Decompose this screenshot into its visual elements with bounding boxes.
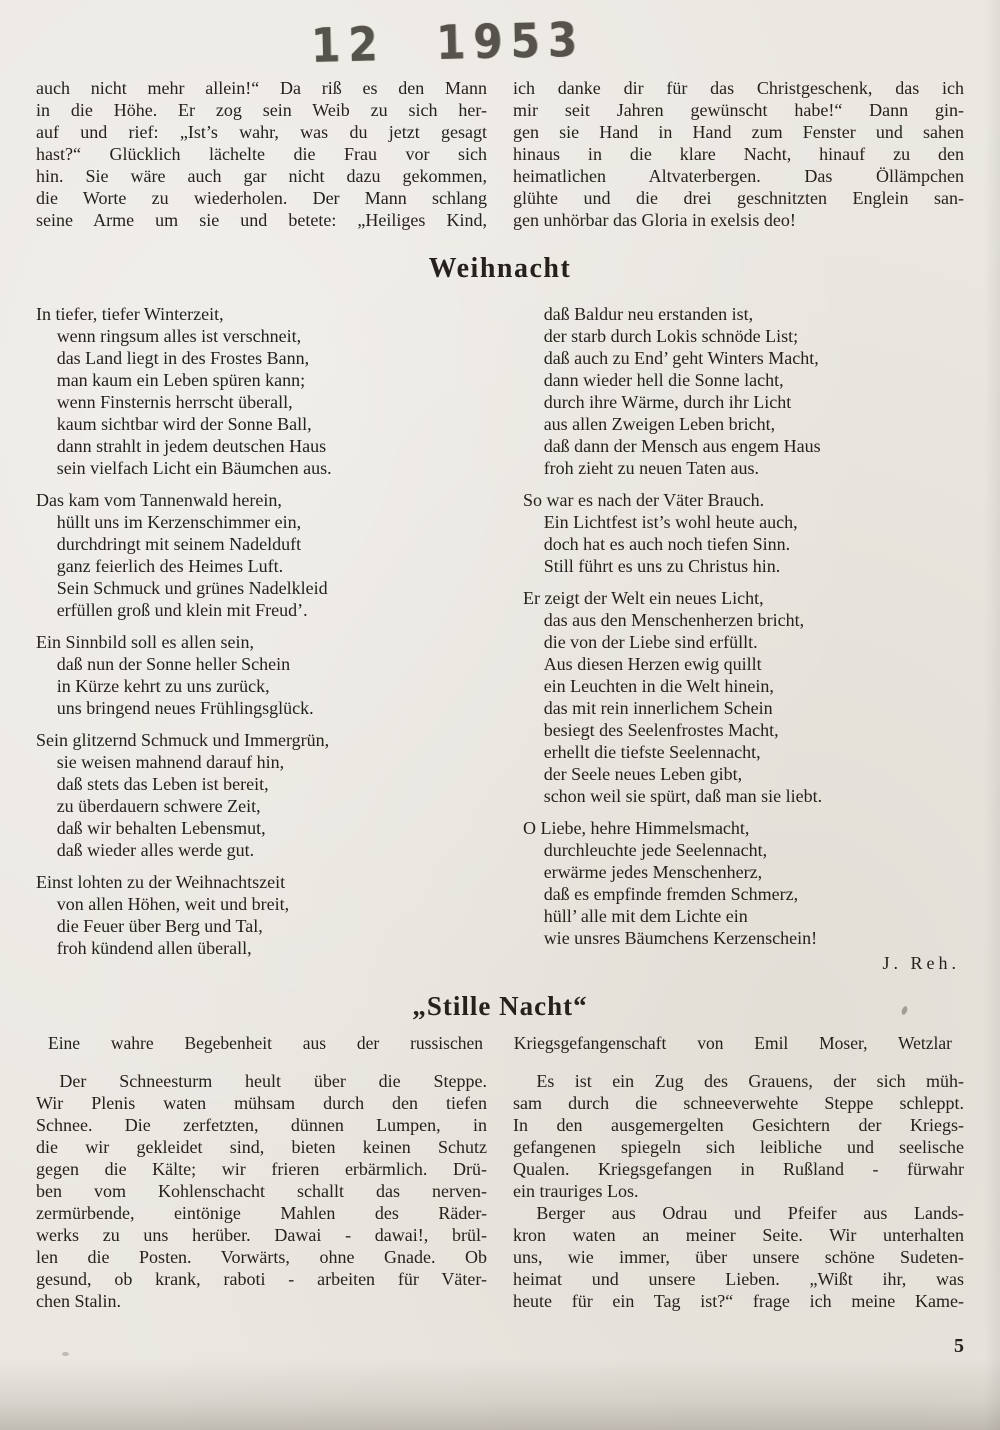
verse-line: die von der Liebe sind erfüllt. (543, 632, 758, 652)
verse-line: daß auch zu End’ geht Winters Macht, (543, 348, 819, 368)
verse-line: doch hat es auch noch tiefen Sinn. (543, 534, 791, 554)
verse-line: daß es empfinde fremden Schmerz, (543, 884, 799, 904)
verse-line: daß Baldur neu erstanden ist, (543, 304, 754, 324)
text-line: len die Posten. Vorwärts, ohne Gnade. Ob (36, 1247, 487, 1267)
verse-line: daß wir behalten Lebensmut, (56, 818, 266, 838)
verse-line: besiegt des Seelenfrostes Macht, (543, 720, 779, 740)
stanza (36, 871, 477, 959)
verse-line: Still führt es uns zu Christus hin. (543, 556, 781, 576)
verse-line: wenn ringsum alles ist verschneit, (56, 326, 302, 346)
verse-line: durchdringt mit seinem Nadelduft (56, 534, 302, 554)
text-line: gefangenen spiegeln sich leibliche und seelische (513, 1137, 964, 1157)
poem-author-signature: J. Reh. (882, 953, 960, 973)
text-line: in die Höhe. Er zog sein Weib zu sich her- (36, 100, 487, 120)
text-line: ben vom Kohlenschacht schallt das nerven- (36, 1181, 487, 1201)
text-line: heute für ein Tag ist?“ frage ich meine Kame- (513, 1291, 964, 1311)
text-line: heimatlichen Altvaterbergen. Das Öllämpchen (513, 166, 964, 186)
paragraph (36, 1070, 487, 1312)
verse-line: daß dann der Mensch aus engem Haus (543, 436, 821, 456)
text-line: die Worte zu wiederholen. Der Mann schlang (36, 188, 487, 208)
verse-line: das aus den Menschenherzen bricht, (543, 610, 805, 630)
verse-line: zu überdauern schwere Zeit, (56, 796, 261, 816)
verse-line: ein Leuchten in die Welt hinein, (543, 676, 774, 696)
text-line: uns, wie immer, über unsere schöne Sudeten- (513, 1247, 964, 1267)
verse-line: wie unsres Bäumchens Kerzenschein! (543, 928, 818, 948)
verse-line: wenn Finsternis herrscht überall, (56, 392, 293, 412)
text-line: gesund, ob krank, raboti - arbeiten für Väter- (36, 1269, 487, 1289)
verse-line: froh kündend allen überall, (56, 938, 252, 958)
verse-line: sein vielfach Licht ein Bäumchen aus. (56, 458, 332, 478)
verse-line: erfüllen groß und klein mit Freud’. (56, 600, 308, 620)
text-line: heimat und unsere Lieben. „Wißt ihr, was (513, 1269, 964, 1289)
text-line: Wir Plenis waten mühsam durch den tiefen (36, 1093, 487, 1113)
text-line: gegen die Kälte; wir frieren erbärmlich. Drü- (36, 1159, 487, 1179)
verse-line: schon weil sie spürt, daß man sie liebt. (543, 786, 823, 806)
poem-left-column (36, 303, 477, 974)
text-line: hinaus in die klare Nacht, hinauf zu den (513, 144, 964, 164)
verse-line: So war es nach der Väter Brauch. (523, 490, 765, 510)
stanza (36, 631, 477, 719)
text-line: mir seit Jahren gewünscht habe!“ Dann gin- (513, 100, 964, 120)
verse-line: Ein Sinnbild soll es allen sein, (36, 632, 254, 652)
verse-line: dann strahlt in jedem deutschen Haus (56, 436, 327, 456)
verse-line: das mit rein innerlichem Schein (543, 698, 773, 718)
story-section (36, 1070, 964, 1312)
text-line: kron waten an meiner Seite. Wir unterhalten (513, 1225, 964, 1245)
verse-line: aus allen Zweigen Leben bricht, (543, 414, 776, 434)
verse-line: Ein Lichtfest ist’s wohl heute auch, (543, 512, 798, 532)
text-line: die wir gekleidet sind, bieten keinen Schutz (36, 1137, 487, 1157)
story-right-column (513, 1070, 964, 1312)
verse-line: Sein Schmuck und grünes Nadelkleid (56, 578, 328, 598)
text-line: Es ist ein Zug des Grauens, der sich müh- (536, 1071, 964, 1091)
page-number: 5 (954, 1335, 964, 1357)
stanza (36, 303, 477, 479)
verse-line: durchleuchte jede Seelennacht, (543, 840, 768, 860)
intro-continuation-section (36, 77, 964, 231)
text-line: sam durch die schneeverwehte Steppe schleppt. (513, 1093, 964, 1113)
verse-line: ganz feierlich des Heimes Luft. (56, 556, 284, 576)
paragraph (513, 1070, 964, 1202)
text-line: seine Arme um sie und betete: „Heiliges Kind, (36, 210, 487, 230)
stanza (36, 489, 477, 621)
intro-left-column (36, 77, 487, 231)
verse-line: O Liebe, hehre Himmelsmacht, (523, 818, 750, 838)
verse-line: Einst lohten zu der Weihnachtszeit (36, 872, 286, 892)
text-line: auf und rief: „Ist’s wahr, was du jetzt gesagt (36, 122, 487, 142)
poem-right-stanzas (523, 303, 964, 949)
verse-line: In tiefer, tiefer Winterzeit, (36, 304, 224, 324)
text-line: gen unhörbar das Gloria in exelsis deo! (513, 210, 796, 230)
text-line: zermürbende, eintönige Mahlen des Räder- (36, 1203, 487, 1223)
text-line: In den ausgemergelten Gesichtern der Kriegs- (513, 1115, 964, 1135)
verse-line: uns bringend neues Frühlingsglück. (56, 698, 314, 718)
poem-title: Weihnacht (428, 253, 572, 284)
verse-line: daß stets das Leben ist bereit, (56, 774, 269, 794)
text-line: Schnee. Die zerfetzten, dünnen Lumpen, in (36, 1115, 487, 1135)
text-line: glühte und die drei geschnitzten Englein san- (513, 188, 964, 208)
verse-line: hüllt uns im Kerzenschimmer ein, (56, 512, 302, 532)
text-line: ich danke dir für das Christgeschenk, das ich (513, 78, 964, 98)
text-line: chen Stalin. (36, 1291, 121, 1311)
verse-line: der Seele neues Leben gibt, (543, 764, 743, 784)
text-line: werks zu uns herüber. Dawai - dawai!, brül- (36, 1225, 487, 1245)
story-left-column (36, 1070, 487, 1312)
verse-line: daß nun der Sonne heller Schein (56, 654, 291, 674)
paragraph (513, 77, 964, 231)
text-line: Qualen. Kriegsgefangen in Rußland - fürwahr (513, 1159, 964, 1179)
paragraph (513, 1202, 964, 1312)
stanza (523, 817, 964, 949)
stanza (36, 729, 477, 861)
poem-right-column (503, 303, 964, 974)
verse-line: Das kam vom Tannenwald herein, (36, 490, 282, 510)
verse-line: die Feuer über Berg und Tal, (56, 916, 263, 936)
scan-artifact (62, 1352, 69, 1356)
stanza (523, 303, 964, 479)
text-line: gen sie Hand in Hand zum Fenster und sahen (513, 122, 964, 142)
text-line: hast?“ Glücklich lächelte die Frau vor sich (36, 144, 487, 164)
verse-line: der starb durch Lokis schnöde List; (543, 326, 799, 346)
verse-line: kaum sichtbar wird der Sonne Ball, (56, 414, 312, 434)
verse-line: Aus diesen Herzen ewig quillt (543, 654, 762, 674)
verse-line: von allen Höhen, weit und breit, (56, 894, 290, 914)
intro-right-column (513, 77, 964, 231)
date-stamp: 12 1953 (310, 11, 586, 74)
verse-line: durch ihre Wärme, durch ihr Licht (543, 392, 792, 412)
verse-line: daß wieder alles werde gut. (56, 840, 255, 860)
verse-line: Sein glitzernd Schmuck und Immergrün, (36, 730, 330, 750)
stanza (523, 587, 964, 807)
text-line: Berger aus Odrau und Pfeifer aus Lands- (536, 1203, 964, 1223)
story-title: „Stille Nacht“ (412, 991, 588, 1021)
verse-line: man kaum ein Leben spüren kann; (56, 370, 306, 390)
verse-line: sie weisen mahnend darauf hin, (56, 752, 285, 772)
verse-line: dann wieder hell die Sonne lacht, (543, 370, 784, 390)
poem-section (36, 303, 964, 974)
verse-line: erhellt die tiefste Seelennacht, (543, 742, 761, 762)
paragraph (36, 77, 487, 231)
text-line: ein trauriges Los. (513, 1181, 639, 1201)
text-line: hin. Sie wäre auch gar nicht dazu gekommen, (36, 166, 487, 186)
verse-line: hüll’ alle mit dem Lichte ein (543, 906, 748, 926)
verse-line: Er zeigt der Welt ein neues Licht, (523, 588, 764, 608)
verse-line: das Land liegt in des Frostes Bann, (56, 348, 310, 368)
story-byline: Eine wahre Begebenheit aus der russischen Kriegsgefangenschaft von Emil Moser, Wetzlar (48, 1033, 952, 1053)
verse-line: erwärme jedes Menschenherz, (543, 862, 763, 882)
text-line: Der Schneesturm heult über die Steppe. (59, 1071, 487, 1091)
stanza (523, 489, 964, 577)
verse-line: froh zieht zu neuen Taten aus. (543, 458, 760, 478)
verse-line: in Kürze kehrt zu uns zurück, (56, 676, 270, 696)
text-line: auch nicht mehr allein!“ Da riß es den Mann (36, 78, 487, 98)
